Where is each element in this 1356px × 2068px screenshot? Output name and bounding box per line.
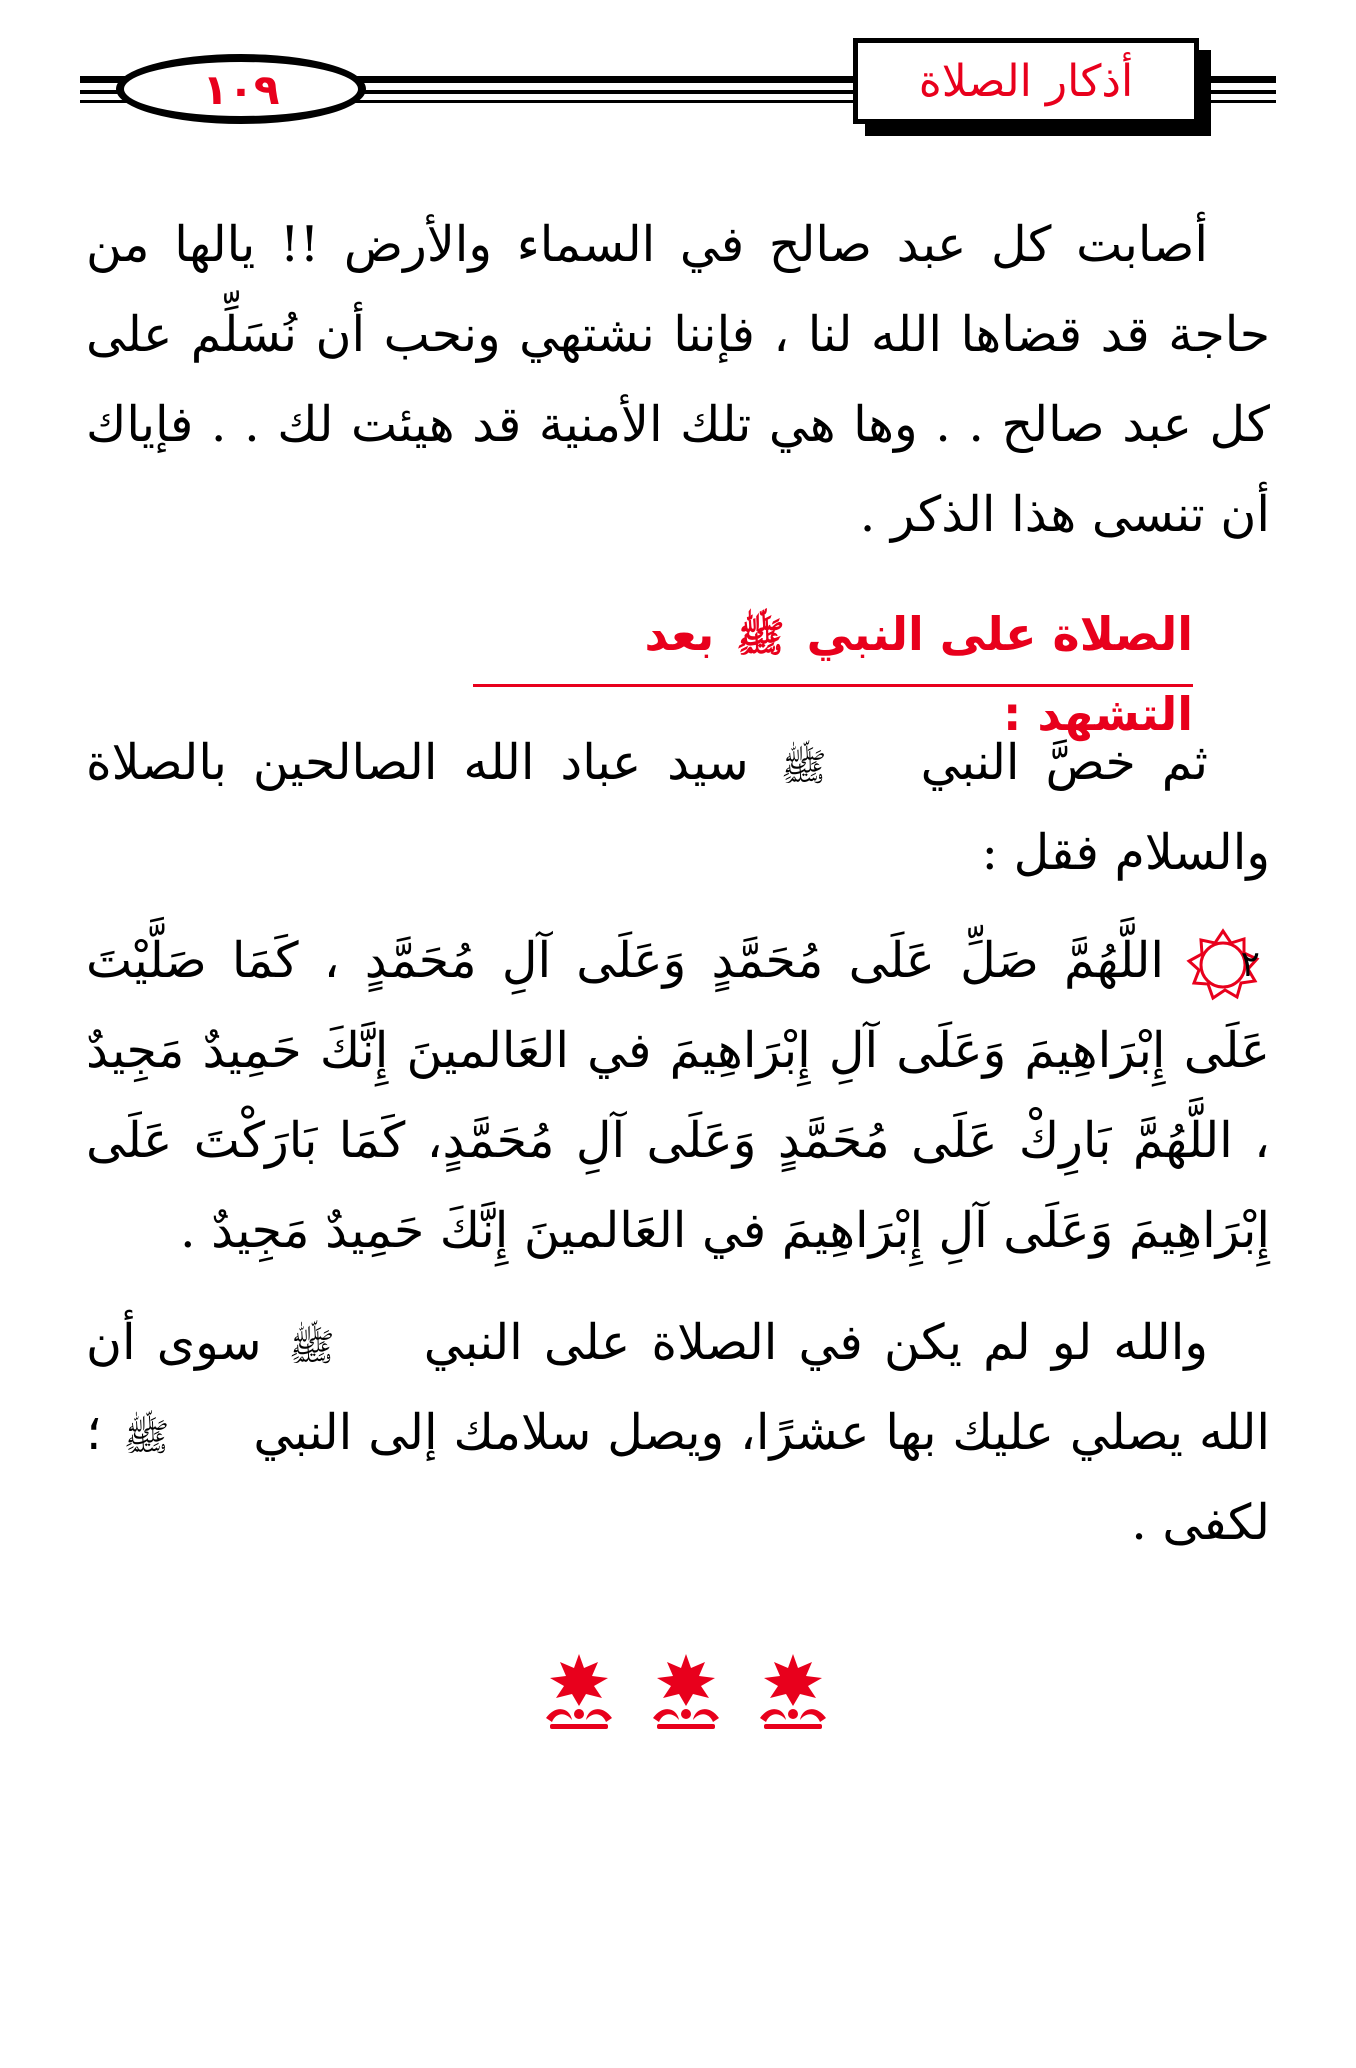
section-heading [473, 594, 1193, 741]
chapter-title: أذكار الصلاة [918, 55, 1134, 107]
section-heading-text: بعد التشهد : [644, 607, 1193, 741]
dhikr-number-badge [1186, 928, 1260, 1002]
salawat-icon: ﷺ [736, 614, 785, 661]
floral-ornament-icon [750, 1648, 836, 1734]
paragraph-text: ؛ لكفى . [86, 1404, 1270, 1551]
body-paragraph: أصابت كل عبد صالح في السماء والأرض !! يالها من حاجة قد قضاها الله لنا ، فإننا نشتهي ونحب أن نُسَلِّم على كل عبد صالح . . وها هي تلك الأمنية قد هيئت لك . . فإياك أن تنسى هذا الذكر . [86, 216, 1270, 543]
floral-ornament-icon [643, 1648, 729, 1734]
dhikr-paragraph [86, 916, 1270, 1276]
footer-ornaments [536, 1648, 836, 1738]
salawat-icon: ﷺ [123, 1414, 170, 1459]
page-number-badge [116, 54, 366, 124]
paragraph-text: سيد عباد الله الصالحين بالصلاة والسلام فقل : [86, 734, 1270, 881]
dhikr-text: اللَّهُمَّ صَلِّ عَلَى مُحَمَّدٍ وَعَلَى آلِ مُحَمَّدٍ ، كَمَا صَلَّيْتَ عَلَى إِبْرَاهِيمَ وَعَلَى آلِ إِبْرَاهِيمَ في العَالمينَ إِنَّكَ حَمِيدٌ مَجِيدٌ ، اللَّهُمَّ بَارِكْ عَلَى مُحَمَّدٍ وَعَلَى آلِ مُحَمَّدٍ، كَمَا بَارَكْتَ عَلَى إِبْرَاهِيمَ وَعَلَى آلِ إِبْرَاهِيمَ في العَالمينَ إِنَّكَ حَمِيدٌ مَجِيدٌ . [86, 932, 1270, 1259]
page-number: ١٠٩ [202, 64, 280, 114]
chapter-title-box [853, 38, 1199, 124]
paragraph-text: سوى أن الله يصلي عليك بها عشرًا، ويصل سلامك إلى النبي [86, 1314, 1271, 1461]
body-paragraph [86, 718, 1270, 898]
salawat-icon: ﷺ [780, 744, 827, 789]
dhikr-number: ٢ [1240, 943, 1260, 985]
salawat-icon: ﷺ [288, 1324, 335, 1369]
page-header [80, 38, 1276, 138]
paragraph-text: والله لو لم يكن في الصلاة على النبي [423, 1314, 1209, 1371]
body-paragraph [86, 1298, 1270, 1568]
floral-ornament-icon [536, 1648, 622, 1734]
section-heading-text: الصلاة على النبي [806, 607, 1193, 661]
paragraph-text: ثم خصَّ النبي [920, 734, 1209, 791]
